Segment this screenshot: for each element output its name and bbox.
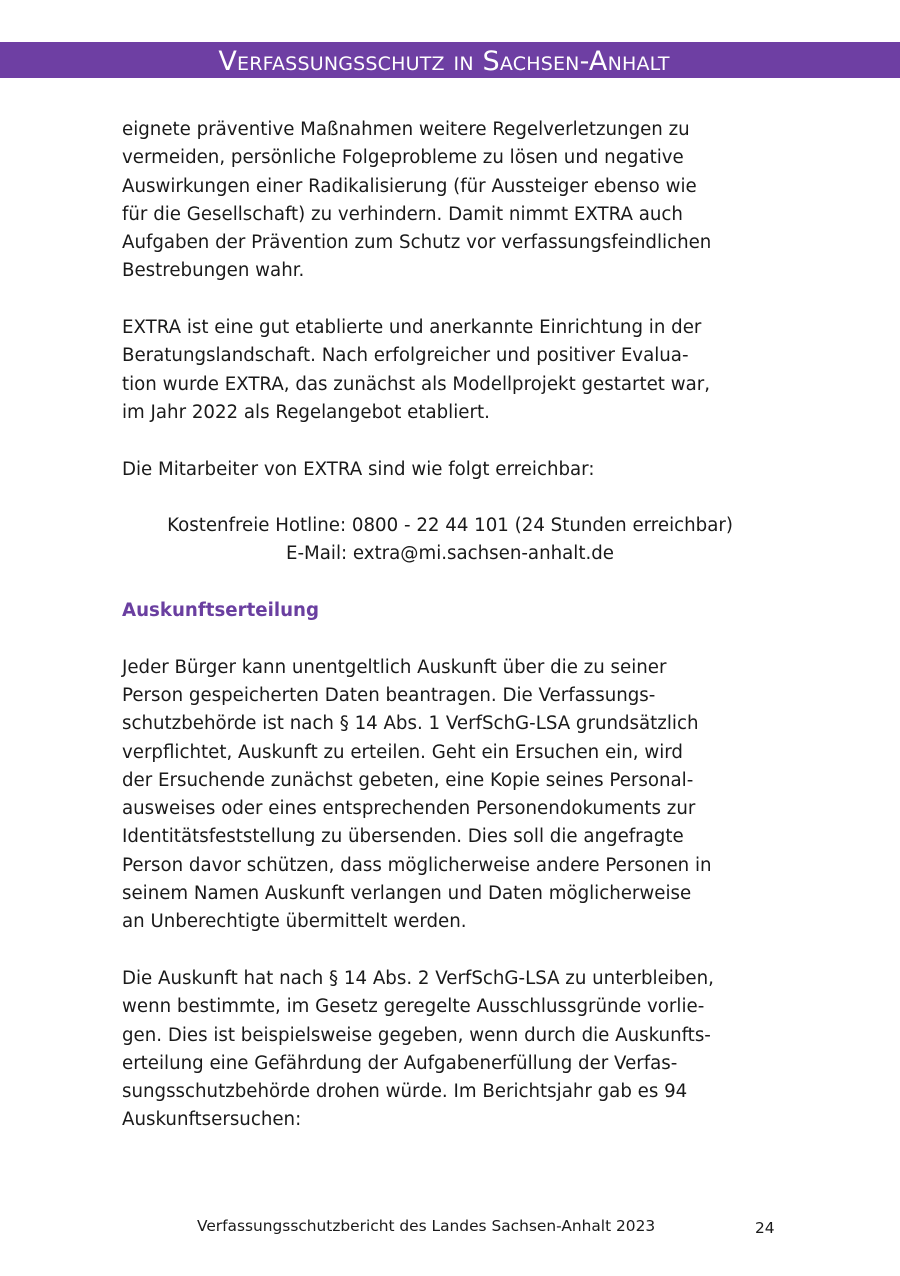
- contact-block: [122, 512, 778, 569]
- contact-email: E-Mail: extra@mi.sachsen-anhalt.de: [286, 543, 614, 565]
- text-line: seinem Namen Auskunft verlangen und Daten möglicherweise: [122, 883, 692, 905]
- page-number: 24: [755, 1219, 775, 1237]
- contact-hotline: Kostenfreie Hotline: 0800 - 22 44 101 (24 Stunden erreichbar): [167, 515, 733, 537]
- text-line: für die Gesellschaft) zu verhindern. Damit nimmt EXTRA auch: [122, 203, 683, 225]
- text-line: vermeiden, persönliche Folgeprobleme zu lösen und negative: [122, 147, 684, 169]
- section-heading: Auskunftserteilung: [122, 600, 319, 622]
- text-line: Auswirkungen einer Radikalisierung (für Aussteiger ebenso wie: [122, 175, 697, 197]
- text-line: Identitätsfeststellung zu übersenden. Dies soll die angefragte: [122, 826, 684, 848]
- text-line: Jeder Bürger kann unentgeltlich Auskunft über die zu seiner: [122, 656, 667, 678]
- text-line: tion wurde EXTRA, das zunächst als Modellprojekt gestartet war,: [122, 373, 710, 395]
- text-line: Auskunftsersuchen:: [122, 1109, 302, 1131]
- paragraph: [122, 116, 782, 286]
- paragraph: [122, 654, 782, 937]
- paragraph: [122, 965, 782, 1135]
- text-line: erteilung eine Gefährdung der Aufgabenerfüllung der Verfas-: [122, 1052, 678, 1074]
- text-line: EXTRA ist eine gut etablierte und anerkannte Einrichtung in der: [122, 317, 702, 339]
- text-line: wenn bestimmte, im Gesetz geregelte Ausschlussgründe vorlie-: [122, 996, 705, 1018]
- text-line: Bestrebungen wahr.: [122, 260, 305, 282]
- text-line: sungsschutzbehörde drohen würde. Im Berichtsjahr gab es 94: [122, 1081, 688, 1103]
- page-header-title: Verfassungsschutz in Sachsen-Anhalt: [218, 46, 670, 77]
- text-line: der Ersuchende zunächst gebeten, eine Kopie seines Personal-: [122, 769, 694, 791]
- text-line: Person davor schützen, dass möglicherweise andere Personen in: [122, 854, 712, 876]
- text-line: ausweises oder eines entsprechenden Personendokuments zur: [122, 798, 696, 820]
- main-content: [122, 116, 782, 1135]
- text-line: Person gespeicherten Daten beantragen. Die Verfassungs-: [122, 684, 656, 706]
- footer-title: Verfassungsschutzbericht des Landes Sachsen-Anhalt 2023: [197, 1217, 656, 1235]
- text-line: verpflichtet, Auskunft zu erteilen. Geht ein Ersuchen ein, wird: [122, 741, 683, 763]
- text-line: Beratungslandschaft. Nach erfolgreicher und positiver Evalua-: [122, 345, 689, 367]
- text-line: Die Mitarbeiter von EXTRA sind wie folgt erreichbar:: [122, 458, 595, 480]
- text-line: Die Auskunft hat nach § 14 Abs. 2 VerfSchG-LSA zu unterbleiben,: [122, 967, 714, 989]
- text-line: schutzbehörde ist nach § 14 Abs. 1 VerfSchG-LSA grundsätzlich: [122, 713, 699, 735]
- text-line: Aufgaben der Prävention zum Schutz vor verfassungsfeindlichen: [122, 232, 712, 254]
- text-line: im Jahr 2022 als Regelangebot etabliert.: [122, 401, 490, 423]
- paragraph: [122, 456, 782, 484]
- text-line: eignete präventive Maßnahmen weitere Regelverletzungen zu: [122, 119, 690, 140]
- text-line: an Unberechtigte übermittelt werden.: [122, 911, 467, 933]
- text-line: gen. Dies ist beispielsweise gegeben, wenn durch die Auskunfts-: [122, 1024, 711, 1046]
- paragraph: [122, 314, 782, 427]
